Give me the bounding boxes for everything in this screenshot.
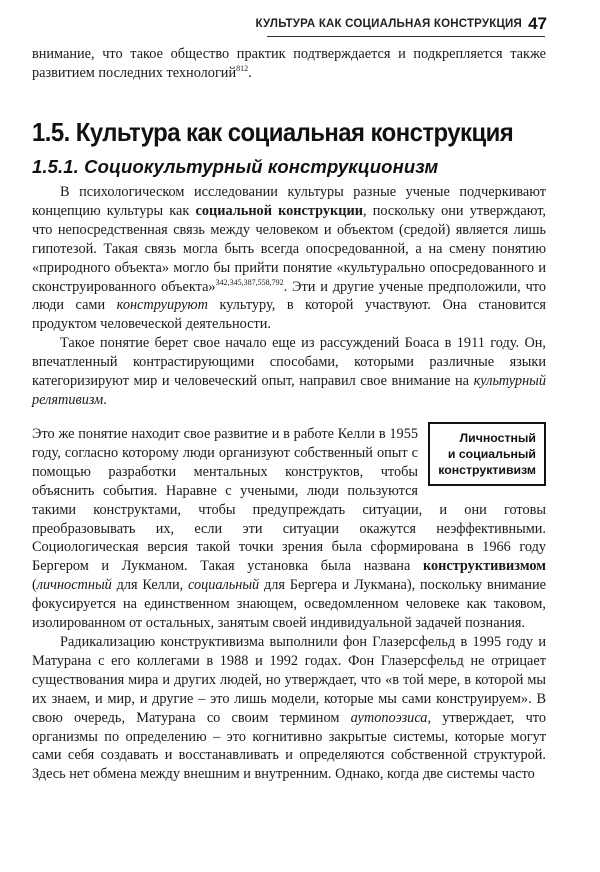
paragraph-4 [32, 633, 546, 784]
section-heading: 1.5. Культура как социальная конструкция [32, 117, 514, 147]
text-run: , утверждает, что организмы по определению – это когнитивно закрытые системы, которые могут сами себя создавать и восстанавливать и определяются собственной структурой. Здесь нет обмена между внешним и внутренним. Однако, когда две системы часто [32, 709, 546, 783]
emphasis: социальный [187, 577, 260, 594]
text-run: для Келли, [111, 577, 188, 594]
text-run: В психологическом исследовании культуры разные ученые подчеркивают концепцию культуры как [32, 184, 546, 219]
header-rule [267, 36, 545, 37]
page-number: 47 [528, 14, 547, 33]
text-run: ( [32, 577, 37, 594]
float-spacer [418, 425, 546, 491]
text-run: культуру, в которой участвуют. Она становится продуктом человеческой деятельности. [32, 297, 546, 333]
paragraph-2 [32, 334, 546, 410]
intro-text: внимание, что такое общество практик подтверждается и подкрепляется также развитием последних технологий [32, 46, 546, 81]
intro-tail: . [248, 64, 252, 81]
text-run: . [103, 391, 107, 408]
emphasis: конструируют [116, 297, 208, 314]
margin-note-line: и социальный [447, 447, 536, 461]
paragraph-1 [32, 183, 546, 334]
text-run: Это же понятие находит свое развитие и в работе Келли в 1955 году, согласно которому люди организуют собственный опыт с помощью разработки ментальных конструктов, чтобы объяснить события. Наравне с учеными, люди пользуются такими конструктами, чтобы предупреждать ситуации, и они готовы преобразовывать их, если эти ситуации окажутся неэффективными. Социологическая версия такой точки зрения была сформирована в 1966 году Бергером и Лукманом. Такая установка была названа [32, 426, 546, 575]
key-term: социальной конструкции [195, 202, 363, 219]
margin-note-line: конструктивизм [438, 463, 536, 477]
text-run: . Эти и другие ученые предположили, что люди сами [32, 278, 547, 314]
margin-note-line: Личностный [459, 431, 536, 445]
running-title: КУЛЬТУРА КАК СОЦИАЛЬНАЯ КОНСТРУКЦИЯ [255, 18, 522, 30]
text-run: Такое понятие берет свое начало еще из рассуждений Боаса в 1911 году. Он, впечатленный контрастирующими способами, которыми различные языки категоризируют мир и человеческий опыт, направил свое внимание на [32, 335, 546, 390]
subsection-heading: 1.5.1. Социокультурный конструкционизм [32, 156, 439, 177]
text-run: для Бергера и Лукмана), поскольку внимание фокусируется на единственном знающем, осведомленном человеке как таковом, изолированном от остальных, занятым своей индивидуальной задачей познания. [32, 577, 546, 632]
body-lower [32, 425, 546, 784]
emphasis: культурный релятивизм [32, 373, 546, 408]
running-header [0, 0, 600, 40]
footnote-ref: 342,345,387,558,792 [215, 277, 284, 287]
body-upper [32, 183, 546, 410]
footnote-ref: 812 [236, 64, 249, 74]
emphasis: аутопоэзиса [350, 709, 428, 726]
intro-paragraph [32, 45, 546, 83]
text-run: Радикализацию конструктивизма выполнили фон Глазерсфельд в 1995 году и Матурана с его коллегами в 1988 и 1992 годах. Фон Глазерсфельд не отрицает существования мира и других людей, но утверждает, что «в той мере, в которой мы их знаем, и мир, и другие – это лишь модели, которые мы сами конструируем». В свою очередь, Матурана со своим термином [32, 633, 546, 726]
key-term: конструктивизмом [422, 558, 546, 575]
emphasis: личностный [36, 577, 112, 594]
text-run: , поскольку они утверждают, что непосредственная связь между человеком и объектом (средой) является лишь гипотезой. Такая связь могла быть всегда опосредованной, а на смену понятию «природного объекта» могло бы прийти понятие «культурально опосредованного и сконструированного объекта» [32, 202, 546, 295]
